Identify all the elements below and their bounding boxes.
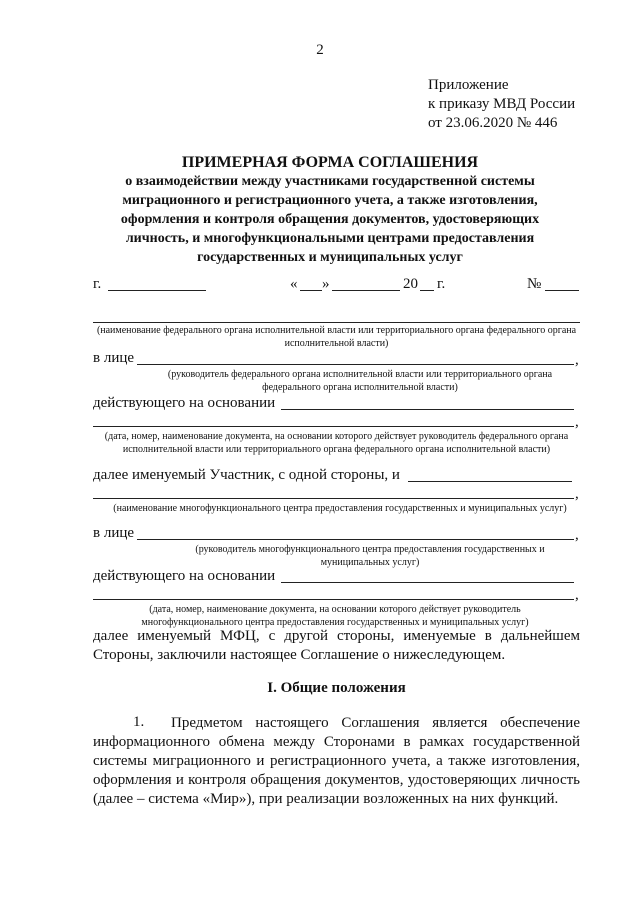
caption-mfc: (наименование многофункционального центра предоставления государственных и муниципальных услуг)	[113, 503, 567, 514]
title-line-6: государственных и муниципальных услуг	[197, 250, 463, 265]
year-prefix: 20	[403, 276, 418, 292]
federal-body-blank[interactable]	[93, 322, 580, 323]
title-line-5: личность, и многофункциональными центрами предоставления	[125, 231, 535, 246]
document-title	[80, 153, 580, 267]
in-person-label-2: в лице	[93, 525, 135, 541]
title-line-4: оформления и контроля обращения документов, удостоверяющих	[120, 212, 540, 227]
comma-4: ,	[575, 527, 579, 543]
day-blank[interactable]	[300, 290, 322, 291]
mfc-name-blank-2[interactable]	[93, 498, 574, 499]
caption-head-mfc: (руководитель многофункционального центра предоставления государственных и муниципальных услуг)	[195, 544, 545, 568]
caption-doc-mfc: (дата, номер, наименование документа, на основании которого действует руководитель многофункционального центра предоставления государственных и муниципальных услуг)	[141, 604, 529, 628]
city-label: г.	[93, 276, 102, 292]
closing-paragraph: далее именуемый МФЦ, с другой стороны, именуемые в дальнейшем Стороны, заключили настоящее Соглашение о нижеследующем.	[93, 628, 580, 663]
participant-text: далее именуемый Участник, с одной стороны, и	[93, 467, 400, 483]
year-suffix: г.	[437, 276, 446, 292]
city-blank[interactable]	[108, 290, 206, 291]
in-person-label-1: в лице	[93, 350, 135, 366]
section-heading: I. Общие положения	[267, 680, 406, 696]
caption-head-federal: (руководитель федерального органа исполнительной власти или территориального органа федерального органа исполнительной власти)	[167, 369, 553, 393]
item-number: 1.	[133, 714, 145, 730]
item-1-text: Предметом настоящего Соглашения является обеспечение информационного обмена между Сторонами в рамках государственной системы миграционного и регистрационного учета, а также изготовления, оформления и контроля обращения документов, удостоверяющих личность (далее – система «Мир»), при реализации возложенных на них функций.	[93, 715, 580, 807]
annex-line-3: от 23.06.2020 № 446	[428, 115, 558, 131]
page-number: 2	[316, 42, 324, 58]
annex-line-2: к приказу МВД России	[428, 96, 576, 112]
head-mfc-blank[interactable]	[137, 539, 574, 540]
annex-line-1: Приложение	[428, 77, 509, 93]
comma-1: ,	[575, 352, 579, 368]
caption-doc-federal: (дата, номер, наименование документа, на основании которого действует руководитель федерального органа исполнительной власти или территориального органа федерального органа исполнительной власти)	[104, 431, 569, 455]
quote-open: «	[290, 276, 298, 292]
comma-5: ,	[575, 587, 579, 603]
acting-basis-label-2: действующего на основании	[93, 568, 276, 584]
comma-2: ,	[575, 414, 579, 430]
number-blank[interactable]	[545, 290, 579, 291]
basis-federal-blank-2[interactable]	[93, 426, 574, 427]
title-line-2: о взаимодействии между участниками государственной системы	[125, 174, 535, 189]
title-line-3: миграционного и регистрационного учета, а также изготовления,	[122, 193, 538, 208]
title-line-1: ПРИМЕРНАЯ ФОРМА СОГЛАШЕНИЯ	[181, 154, 479, 171]
acting-basis-label-1: действующего на основании	[93, 395, 276, 411]
caption-federal-body: (наименование федерального органа исполнительной власти или территориального органа федерального органа исполнительной власти)	[96, 325, 577, 349]
comma-3: ,	[575, 486, 579, 502]
head-federal-blank[interactable]	[137, 364, 574, 365]
quote-close: »	[322, 276, 330, 292]
number-sign: №	[527, 276, 542, 292]
basis-mfc-blank[interactable]	[281, 582, 574, 583]
annex-reference	[428, 76, 575, 133]
mfc-name-blank[interactable]	[408, 481, 572, 482]
month-blank[interactable]	[332, 290, 400, 291]
basis-mfc-blank-2[interactable]	[93, 599, 574, 600]
basis-federal-blank[interactable]	[281, 409, 574, 410]
year-blank[interactable]	[420, 290, 434, 291]
